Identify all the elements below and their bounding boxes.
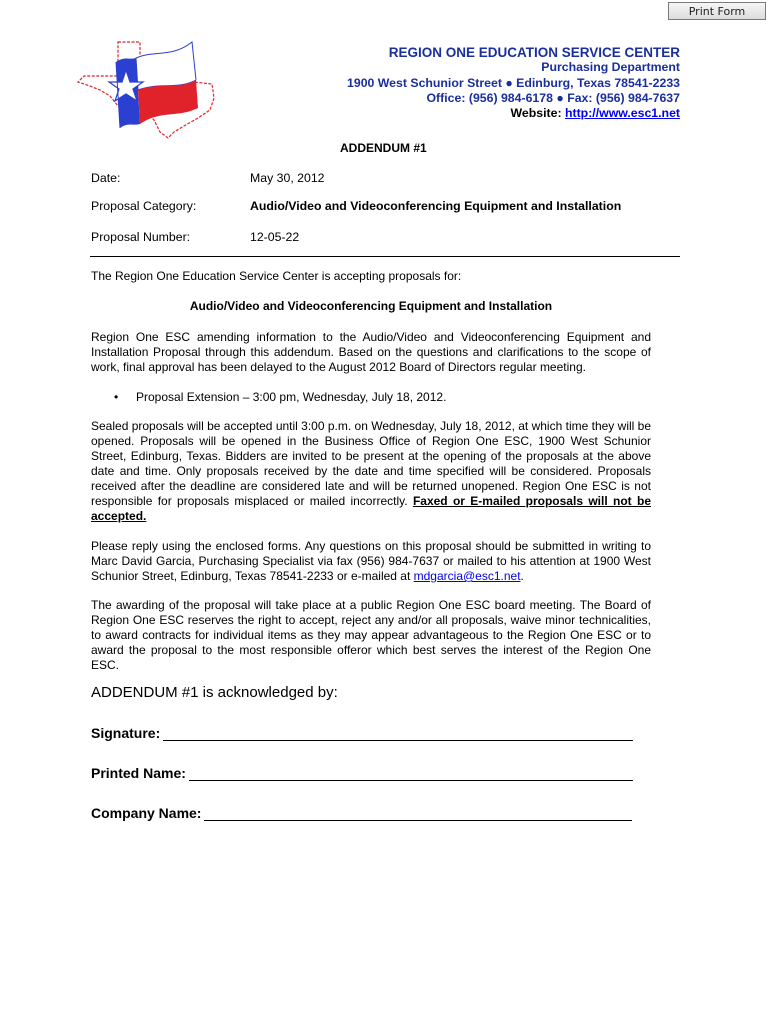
signature-field[interactable] (163, 726, 633, 741)
company-name-label: Company Name: (91, 805, 202, 821)
company-name-field[interactable] (204, 806, 632, 821)
date-label: Date: (91, 171, 121, 185)
signature-row (91, 725, 633, 741)
printed-name-field[interactable] (189, 766, 633, 781)
acknowledgement-heading: ADDENDUM #1 is acknowledged by: (91, 684, 338, 701)
proposal-number-label: Proposal Number: (91, 230, 191, 244)
signature-label: Signature: (91, 725, 161, 741)
sealed-proposals-paragraph (91, 419, 651, 524)
proposal-number-value: 12-05-22 (250, 230, 300, 244)
intro-text: The Region One Education Service Center is accepting proposals for: (91, 269, 462, 283)
address-line: 1900 West Schunior Street ● Edinburg, Texas 78541-2233 (347, 75, 680, 90)
proposal-category-label: Proposal Category: (91, 199, 197, 213)
bullet-icon: • (114, 390, 119, 404)
amending-paragraph: Region One ESC amending information to the Audio/Video and Videoconferencing Equipment and Installation Proposal through this addendum. Based on the questions and clarifications to the scope of work, final approval has been delayed to the August 2012 Board of Directors regular meeting. (91, 330, 651, 374)
awarding-paragraph: The awarding of the proposal will take place at a public Region One ESC board meeting. The Board of Region One ESC reserves the right to accept, reject any and/or all proposals, waive minor technicalities, to award contracts for individual items as they may appear advantageous to the Region One ESC or to award the proposal to the most responsible offeror which best serves the interest of the Region One ESC. (91, 598, 651, 672)
extension-text: Proposal Extension – 3:00 pm, Wednesday, July 18, 2012. (136, 390, 447, 404)
organization-name: REGION ONE EDUCATION SERVICE CENTER (388, 45, 680, 60)
printed-name-label: Printed Name: (91, 765, 186, 781)
phone-fax-line: Office: (956) 984-6178 ● Fax: (956) 984-7637 (426, 90, 680, 105)
website-line (300, 106, 680, 121)
print-form-button[interactable]: Print Form (668, 2, 766, 20)
date-value: May 30, 2012 (250, 171, 325, 185)
texas-map-flag-logo (74, 36, 220, 140)
faxed-warning: Faxed or E-mailed proposals will not be accepted. (91, 494, 651, 523)
addendum-title: ADDENDUM #1 (340, 141, 427, 155)
company-name-row (91, 805, 632, 821)
proposal-title: Audio/Video and Videoconferencing Equipment and Installation (189, 299, 553, 313)
extension-bullet (114, 390, 446, 404)
website-label: Website: (510, 106, 565, 121)
reply-end: . (520, 569, 524, 583)
sealed-text: Sealed proposals will be accepted until 3:00 p.m. on Wednesday, July 18, 2012, at which time they will be opened. Proposals will be opened in the Business Office of Region One ESC, 1900 West Schunior Street, Edinburg, Texas. Bidders are invited to be present at the opening of the proposals at the above date and time. Only proposals received by the date and time specified will be considered. Proposals received after the deadline are considered late and will be returned unopened. Region One ESC is not responsible for proposals misplaced or mailed incorrectly. (91, 419, 651, 508)
reply-paragraph (91, 539, 651, 584)
letterhead (300, 45, 680, 121)
header-divider (90, 256, 680, 257)
reply-text: Please reply using the enclosed forms. Any questions on this proposal should be submitted in writing to Marc David Garcia, Purchasing Specialist via fax (956) 984-7637 or mailed to his attention at 1900 West Schunior Street, Edinburg, Texas 78541-2233 or e-mailed at (91, 539, 651, 583)
contact-email-link[interactable]: mdgarcia@esc1.net (413, 569, 521, 583)
website-link[interactable]: http://www.esc1.net (564, 106, 680, 121)
proposal-category-value: Audio/Video and Videoconferencing Equipment and Installation (250, 199, 622, 213)
printed-name-row (91, 765, 633, 781)
department-name: Purchasing Department (541, 60, 680, 75)
